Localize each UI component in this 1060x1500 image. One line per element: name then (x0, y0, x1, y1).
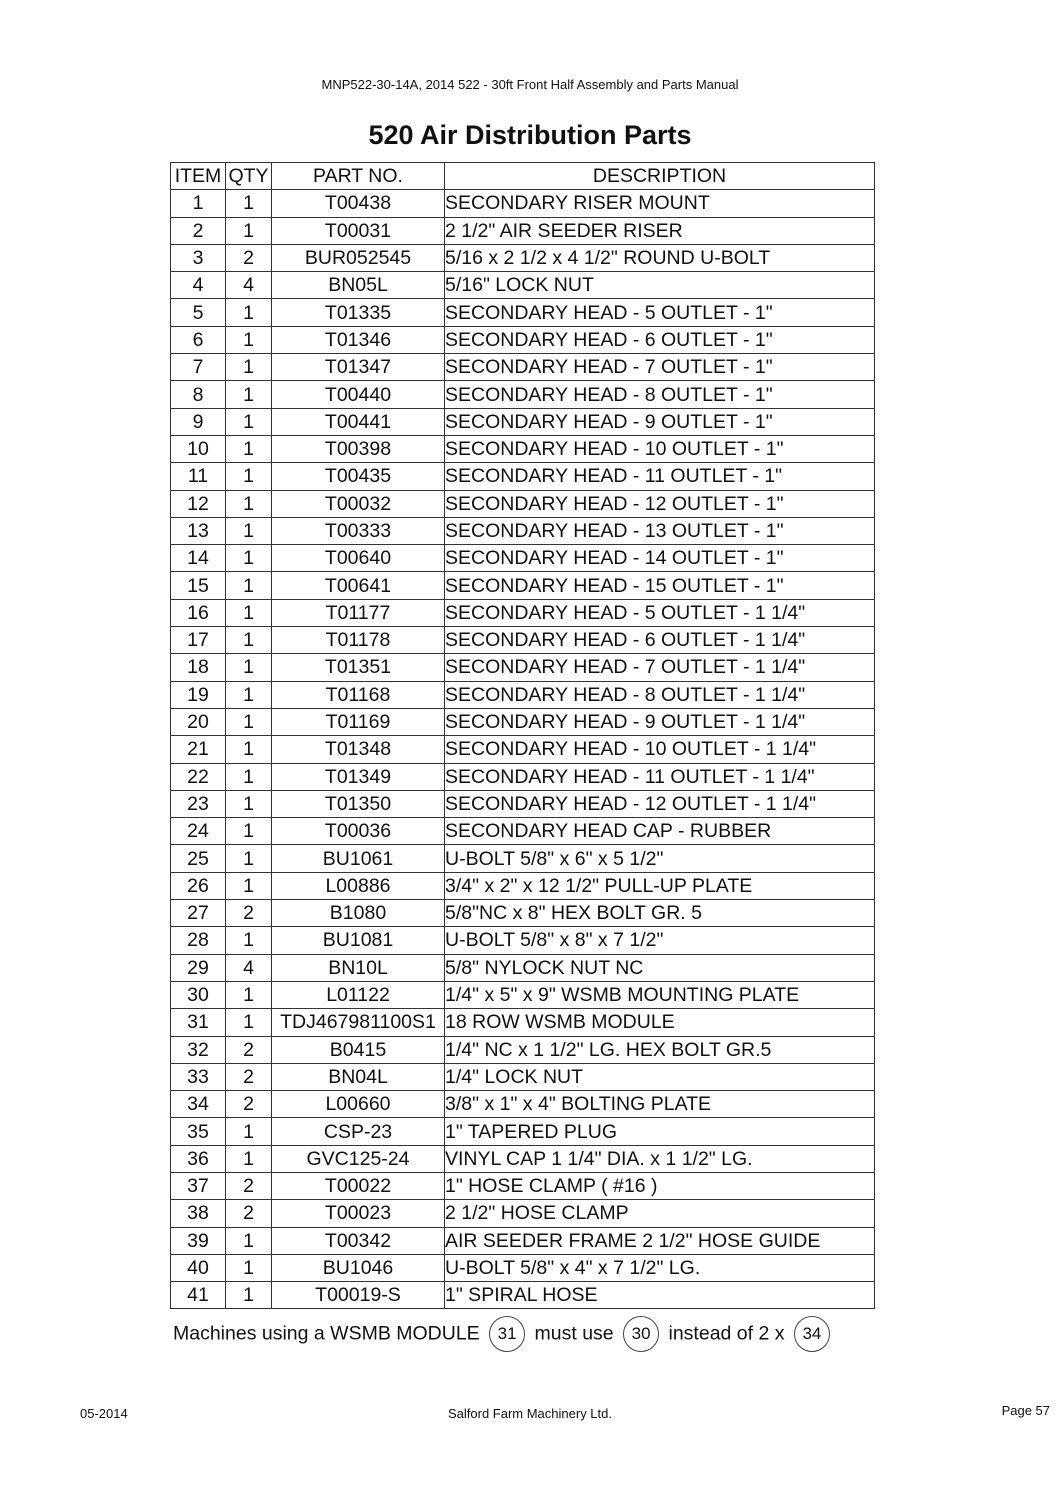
part-number-cell: T00441 (272, 408, 445, 435)
table-row (171, 1063, 875, 1090)
quantity-cell: 1 (226, 1254, 272, 1281)
part-number-cell: T00023 (272, 1200, 445, 1227)
table-row (171, 217, 875, 244)
page-title: 520 Air Distribution Parts (368, 120, 692, 150)
description-cell: 5/8"NC x 8" HEX BOLT GR. 5 (445, 900, 875, 927)
description-cell: SECONDARY HEAD CAP - RUBBER (445, 818, 875, 845)
table-row (171, 435, 875, 462)
description-cell: 1" SPIRAL HOSE (445, 1282, 875, 1309)
quantity-cell: 1 (226, 627, 272, 654)
part-number-cell: BU1046 (272, 1254, 445, 1281)
description-cell: U-BOLT 5/8" x 6" x 5 1/2" (445, 845, 875, 872)
table-row (171, 408, 875, 435)
quantity-cell: 1 (226, 463, 272, 490)
table-row (171, 927, 875, 954)
table-row (171, 790, 875, 817)
description-cell: SECONDARY HEAD - 7 OUTLET - 1 1/4" (445, 654, 875, 681)
part-number-cell: T00440 (272, 381, 445, 408)
quantity-cell: 1 (226, 654, 272, 681)
item-number-cell: 37 (171, 1172, 226, 1199)
quantity-cell: 1 (226, 1227, 272, 1254)
item-number-cell: 29 (171, 954, 226, 981)
note-text-1: Machines using a WSMB MODULE (173, 1322, 480, 1345)
description-cell: SECONDARY HEAD - 9 OUTLET - 1 1/4" (445, 708, 875, 735)
description-cell: 1/4" NC x 1 1/2" LG. HEX BOLT GR.5 (445, 1036, 875, 1063)
quantity-cell: 2 (226, 244, 272, 271)
item-number-cell: 11 (171, 463, 226, 490)
quantity-cell: 1 (226, 708, 272, 735)
table-row (171, 463, 875, 490)
table-row (171, 818, 875, 845)
quantity-cell: 2 (226, 1200, 272, 1227)
item-number-cell: 28 (171, 927, 226, 954)
item-number-cell: 21 (171, 736, 226, 763)
table-row (171, 517, 875, 544)
table-row (171, 1145, 875, 1172)
quantity-cell: 2 (226, 1063, 272, 1090)
description-cell: 3/4" x 2" x 12 1/2" PULL-UP PLATE (445, 872, 875, 899)
part-number-cell: BN04L (272, 1063, 445, 1090)
item-number-cell: 41 (171, 1282, 226, 1309)
description-cell: SECONDARY HEAD - 11 OUTLET - 1" (445, 463, 875, 490)
parts-table-body (171, 190, 875, 1309)
description-cell: 3/8" x 1" x 4" BOLTING PLATE (445, 1091, 875, 1118)
table-row (171, 1254, 875, 1281)
table-row (171, 599, 875, 626)
description-cell: SECONDARY HEAD - 8 OUTLET - 1 1/4" (445, 681, 875, 708)
item-number-cell: 9 (171, 408, 226, 435)
wsmb-note (173, 1316, 834, 1352)
quantity-cell: 1 (226, 545, 272, 572)
part-number-cell: T00640 (272, 545, 445, 572)
item-number-cell: 30 (171, 981, 226, 1008)
table-header-row (171, 163, 875, 190)
description-cell: 5/16 x 2 1/2 x 4 1/2" ROUND U-BOLT (445, 244, 875, 271)
part-number-cell: BU1061 (272, 845, 445, 872)
item-number-cell: 8 (171, 381, 226, 408)
table-row (171, 272, 875, 299)
description-cell: 1/4" LOCK NUT (445, 1063, 875, 1090)
description-cell: SECONDARY HEAD - 6 OUTLET - 1 1/4" (445, 627, 875, 654)
table-row (171, 381, 875, 408)
quantity-cell: 1 (226, 845, 272, 872)
table-row (171, 845, 875, 872)
item-number-cell: 38 (171, 1200, 226, 1227)
description-cell: SECONDARY HEAD - 10 OUTLET - 1" (445, 435, 875, 462)
table-row (171, 1227, 875, 1254)
column-header-description: DESCRIPTION (445, 163, 875, 190)
description-cell: VINYL CAP 1 1/4" DIA. x 1 1/2" LG. (445, 1145, 875, 1172)
item-number-cell: 19 (171, 681, 226, 708)
description-cell: 2 1/2" HOSE CLAMP (445, 1200, 875, 1227)
quantity-cell: 4 (226, 954, 272, 981)
part-number-cell: T00438 (272, 190, 445, 217)
part-number-cell: T01346 (272, 326, 445, 353)
description-cell: SECONDARY HEAD - 7 OUTLET - 1" (445, 354, 875, 381)
part-number-cell: T01168 (272, 681, 445, 708)
item-number-cell: 13 (171, 517, 226, 544)
description-cell: SECONDARY HEAD - 5 OUTLET - 1 1/4" (445, 599, 875, 626)
item-number-cell: 15 (171, 572, 226, 599)
item-number-cell: 34 (171, 1091, 226, 1118)
quantity-cell: 1 (226, 190, 272, 217)
document-header: MNP522-30-14A, 2014 522 - 30ft Front Half Assembly and Parts Manual (321, 77, 739, 92)
quantity-cell: 1 (226, 736, 272, 763)
item-number-cell: 24 (171, 818, 226, 845)
table-row (171, 981, 875, 1008)
part-number-cell: T01178 (272, 627, 445, 654)
part-number-cell: T01350 (272, 790, 445, 817)
part-number-cell: T01335 (272, 299, 445, 326)
table-row (171, 1200, 875, 1227)
quantity-cell: 1 (226, 490, 272, 517)
quantity-cell: 1 (226, 599, 272, 626)
item-number-cell: 31 (171, 1009, 226, 1036)
description-cell: SECONDARY HEAD - 15 OUTLET - 1" (445, 572, 875, 599)
quantity-cell: 1 (226, 217, 272, 244)
table-row (171, 654, 875, 681)
part-number-cell: TDJ467981100S1 (272, 1009, 445, 1036)
quantity-cell: 2 (226, 1036, 272, 1063)
quantity-cell: 1 (226, 763, 272, 790)
item-number-cell: 22 (171, 763, 226, 790)
description-cell: 2 1/2" AIR SEEDER RISER (445, 217, 875, 244)
item-number-cell: 33 (171, 1063, 226, 1090)
table-row (171, 190, 875, 217)
quantity-cell: 1 (226, 517, 272, 544)
description-cell: 1/4" x 5" x 9" WSMB MOUNTING PLATE (445, 981, 875, 1008)
item-number-cell: 6 (171, 326, 226, 353)
part-number-cell: L00660 (272, 1091, 445, 1118)
item-number-cell: 18 (171, 654, 226, 681)
description-cell: SECONDARY HEAD - 10 OUTLET - 1 1/4" (445, 736, 875, 763)
quantity-cell: 1 (226, 981, 272, 1008)
quantity-cell: 2 (226, 1091, 272, 1118)
note-text-3: instead of 2 x (668, 1322, 785, 1345)
table-row (171, 1009, 875, 1036)
table-row (171, 681, 875, 708)
table-row (171, 954, 875, 981)
note-text-2: must use (534, 1322, 614, 1345)
table-row (171, 545, 875, 572)
table-row (171, 627, 875, 654)
quantity-cell: 1 (226, 299, 272, 326)
quantity-cell: 1 (226, 354, 272, 381)
item-ref-circle: 34 (794, 1316, 830, 1352)
item-number-cell: 36 (171, 1145, 226, 1172)
footer-date: 05-2014 (80, 1406, 128, 1421)
part-number-cell: T00435 (272, 463, 445, 490)
table-row (171, 326, 875, 353)
quantity-cell: 1 (226, 1009, 272, 1036)
item-number-cell: 26 (171, 872, 226, 899)
part-number-cell: T00641 (272, 572, 445, 599)
item-number-cell: 7 (171, 354, 226, 381)
quantity-cell: 1 (226, 681, 272, 708)
part-number-cell: T00342 (272, 1227, 445, 1254)
description-cell: 5/8" NYLOCK NUT NC (445, 954, 875, 981)
description-cell: 18 ROW WSMB MODULE (445, 1009, 875, 1036)
description-cell: SECONDARY RISER MOUNT (445, 190, 875, 217)
description-cell: 5/16" LOCK NUT (445, 272, 875, 299)
item-number-cell: 20 (171, 708, 226, 735)
table-row (171, 1091, 875, 1118)
item-number-cell: 16 (171, 599, 226, 626)
item-number-cell: 32 (171, 1036, 226, 1063)
description-cell: U-BOLT 5/8" x 8" x 7 1/2" (445, 927, 875, 954)
item-number-cell: 35 (171, 1118, 226, 1145)
part-number-cell: T01351 (272, 654, 445, 681)
description-cell: SECONDARY HEAD - 5 OUTLET - 1" (445, 299, 875, 326)
column-header-item: ITEM (171, 163, 226, 190)
part-number-cell: CSP-23 (272, 1118, 445, 1145)
table-row (171, 244, 875, 271)
quantity-cell: 2 (226, 1172, 272, 1199)
quantity-cell: 1 (226, 1118, 272, 1145)
table-row (171, 299, 875, 326)
table-row (171, 1118, 875, 1145)
item-ref-circle: 31 (489, 1316, 525, 1352)
part-number-cell: T00022 (272, 1172, 445, 1199)
quantity-cell: 1 (226, 408, 272, 435)
description-cell: AIR SEEDER FRAME 2 1/2" HOSE GUIDE (445, 1227, 875, 1254)
quantity-cell: 1 (226, 572, 272, 599)
quantity-cell: 1 (226, 790, 272, 817)
item-number-cell: 25 (171, 845, 226, 872)
part-number-cell: T01348 (272, 736, 445, 763)
part-number-cell: BU1081 (272, 927, 445, 954)
part-number-cell: L01122 (272, 981, 445, 1008)
part-number-cell: B1080 (272, 900, 445, 927)
item-number-cell: 1 (171, 190, 226, 217)
description-cell: SECONDARY HEAD - 13 OUTLET - 1" (445, 517, 875, 544)
column-header-part-no: PART NO. (272, 163, 445, 190)
quantity-cell: 1 (226, 435, 272, 462)
footer-company: Salford Farm Machinery Ltd. (447, 1406, 612, 1421)
table-row (171, 490, 875, 517)
table-row (171, 1172, 875, 1199)
item-number-cell: 12 (171, 490, 226, 517)
description-cell: SECONDARY HEAD - 14 OUTLET - 1" (445, 545, 875, 572)
description-cell: 1" TAPERED PLUG (445, 1118, 875, 1145)
part-number-cell: L00886 (272, 872, 445, 899)
item-number-cell: 39 (171, 1227, 226, 1254)
table-row (171, 708, 875, 735)
item-ref-circle: 30 (623, 1316, 659, 1352)
part-number-cell: T00398 (272, 435, 445, 462)
part-number-cell: T00333 (272, 517, 445, 544)
item-number-cell: 27 (171, 900, 226, 927)
part-number-cell: T00036 (272, 818, 445, 845)
part-number-cell: T00031 (272, 217, 445, 244)
part-number-cell: T01177 (272, 599, 445, 626)
part-number-cell: BN05L (272, 272, 445, 299)
item-number-cell: 2 (171, 217, 226, 244)
description-cell: SECONDARY HEAD - 8 OUTLET - 1" (445, 381, 875, 408)
footer-page-number: Page 57 (1001, 1403, 1050, 1418)
part-number-cell: T01347 (272, 354, 445, 381)
item-number-cell: 14 (171, 545, 226, 572)
description-cell: SECONDARY HEAD - 12 OUTLET - 1 1/4" (445, 790, 875, 817)
table-row (171, 1036, 875, 1063)
quantity-cell: 1 (226, 1145, 272, 1172)
part-number-cell: T00019-S (272, 1282, 445, 1309)
quantity-cell: 1 (226, 381, 272, 408)
item-number-cell: 5 (171, 299, 226, 326)
item-number-cell: 4 (171, 272, 226, 299)
part-number-cell: T01349 (272, 763, 445, 790)
item-number-cell: 10 (171, 435, 226, 462)
item-number-cell: 23 (171, 790, 226, 817)
quantity-cell: 1 (226, 818, 272, 845)
description-cell: SECONDARY HEAD - 11 OUTLET - 1 1/4" (445, 763, 875, 790)
part-number-cell: T00032 (272, 490, 445, 517)
description-cell: U-BOLT 5/8" x 4" x 7 1/2" LG. (445, 1254, 875, 1281)
table-row (171, 1282, 875, 1309)
item-number-cell: 40 (171, 1254, 226, 1281)
part-number-cell: B0415 (272, 1036, 445, 1063)
description-cell: SECONDARY HEAD - 9 OUTLET - 1" (445, 408, 875, 435)
table-row (171, 736, 875, 763)
quantity-cell: 1 (226, 326, 272, 353)
parts-table (170, 162, 875, 1309)
quantity-cell: 1 (226, 1282, 272, 1309)
part-number-cell: BN10L (272, 954, 445, 981)
table-row (171, 572, 875, 599)
table-row (171, 872, 875, 899)
table-row (171, 763, 875, 790)
part-number-cell: GVC125-24 (272, 1145, 445, 1172)
quantity-cell: 2 (226, 900, 272, 927)
table-row (171, 354, 875, 381)
table-row (171, 900, 875, 927)
description-cell: SECONDARY HEAD - 12 OUTLET - 1" (445, 490, 875, 517)
part-number-cell: BUR052545 (272, 244, 445, 271)
quantity-cell: 1 (226, 927, 272, 954)
part-number-cell: T01169 (272, 708, 445, 735)
description-cell: 1" HOSE CLAMP ( #16 ) (445, 1172, 875, 1199)
description-cell: SECONDARY HEAD - 6 OUTLET - 1" (445, 326, 875, 353)
quantity-cell: 1 (226, 872, 272, 899)
column-header-qty: QTY (226, 163, 272, 190)
item-number-cell: 3 (171, 244, 226, 271)
quantity-cell: 4 (226, 272, 272, 299)
item-number-cell: 17 (171, 627, 226, 654)
